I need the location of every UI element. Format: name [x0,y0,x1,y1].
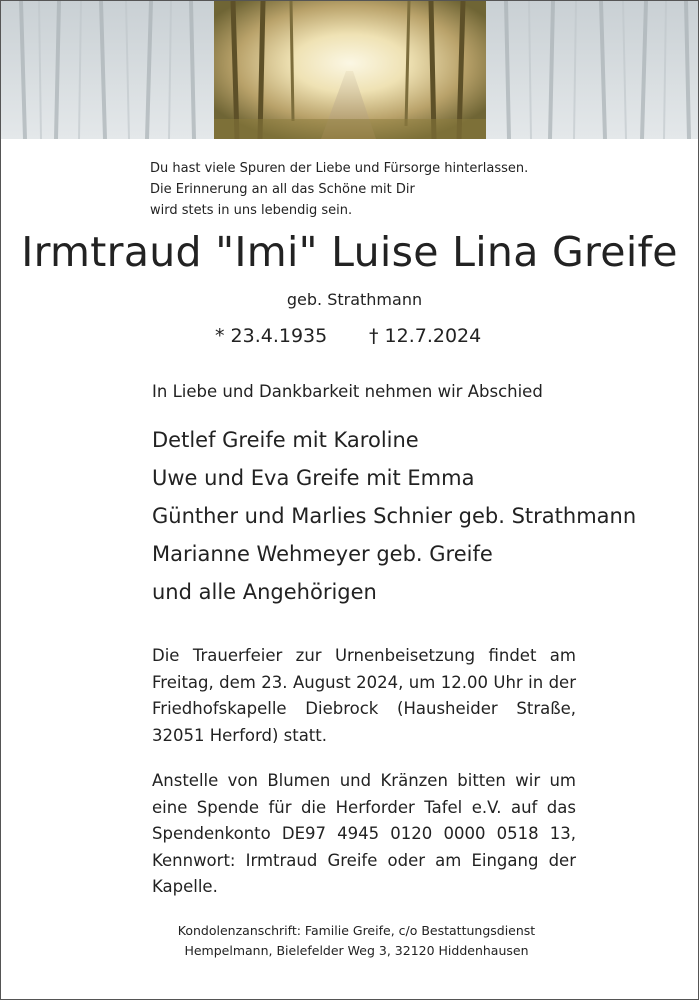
forest-path-image [1,1,698,139]
intro-verse-line: wird stets in uns lebendig sein. [150,203,353,218]
forest-path-banner [1,1,698,139]
donation-request-text: Anstelle von Blumen und Kränzen bitten wir um eine Spende für die Herforder Tafel e.V. auf das Spendenkonto DE97 4945 0120 0000 0518 13, Kennwort: Irmtraud Greife oder am Eingang der Kapelle. [152,771,576,896]
death-date: † 12.7.2024 [369,325,482,347]
condolence-address-line: Kondolenzanschrift: Familie Greife, c/o Bestattungsdienst [177,923,536,938]
intro-verse-line: Du hast viele Spuren der Liebe und Fürsorge hinterlassen. [150,161,529,176]
mourner-entry: Detlef Greife mit Karoline [152,428,419,452]
mourner-entry: Günther und Marlies Schnier geb. Strathmann [152,504,637,528]
mourner-entry: Uwe und Eva Greife mit Emma [152,466,475,490]
intro-verse-line: Die Erinnerung an all das Schöne mit Dir [150,182,415,197]
farewell-line: In Liebe und Dankbarkeit nehmen wir Abschied [152,382,543,401]
funeral-service-text: Die Trauerfeier zur Urnenbeisetzung findet am Freitag, dem 23. August 2024, um 12.00 Uhr in der Friedhofskapelle Diebrock (Hausheider Straße, 32051 Herford) statt. [152,646,576,745]
condolence-address-line: Hempelmann, Bielefelder Weg 3, 32120 Hiddenhausen [184,943,529,958]
condolence-address [0,921,699,961]
mourner-entry: Marianne Wehmeyer geb. Greife [152,542,493,566]
deceased-name: Irmtraud "Imi" Luise Lina Greife [21,228,678,276]
mourners-list [152,421,636,611]
intro-verse [150,158,650,221]
mourner-entry: und alle Angehörigen [152,580,377,604]
birth-name: geb. Strathmann [286,290,423,309]
birth-date: * 23.4.1935 [215,325,328,347]
